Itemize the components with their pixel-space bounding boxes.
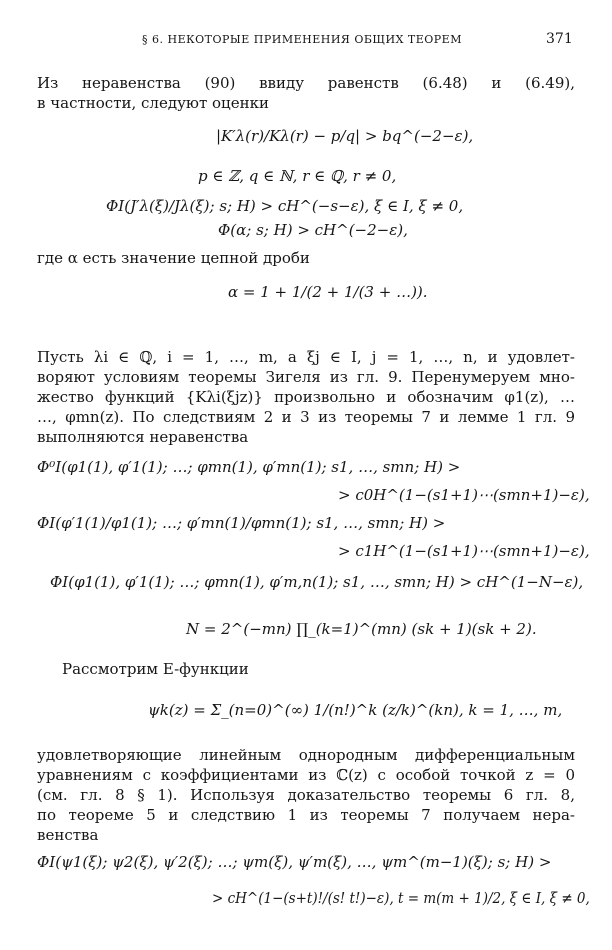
paragraph-3-line-4: …, φmn(z). По следствиям 2 и 3 из теоремы 7 и лемме 1 гл. 9: [37, 408, 575, 426]
paragraph-5-line-1: удовлетворяющие линейным однородным дифференциальным: [37, 746, 575, 764]
formula-phi-ratio-line-2: > c1H^(1−(s1+1)⋯(smn+1)−ε),: [338, 542, 590, 560]
running-title: § 6. НЕКОТОРЫЕ ПРИМЕНЕНИЯ ОБЩИХ ТЕОРЕМ: [142, 33, 462, 46]
paragraph-5-line-5: венства: [37, 826, 99, 844]
paragraph-1-line-1: Из неравенства (90) ввиду равенств (6.48) и (6.49),: [37, 74, 575, 92]
formula-phi-bessel: ΦI(J′λ(ξ)/Jλ(ξ); s; H) > cH^(−s−ε), ξ ∈ I, ξ ≠ 0,: [106, 197, 464, 215]
paragraph-3-line-3: жество функций {Kλi(ξjz)} произвольно и обозначим φ1(z), …: [37, 388, 575, 406]
formula-phi-ratio-line-1: ΦI(φ′1(1)/φ1(1); …; φ′mn(1)/φmn(1); s1, …, smn; H) >: [37, 514, 446, 532]
paragraph-3-line-5: выполняются неравенства: [37, 428, 249, 446]
formula-phi0-line-2: > c0H^(1−(s1+1)⋯(smn+1)−ε),: [338, 486, 590, 504]
formula-phi-psi-line-1: ΦI(ψ1(ξ); ψ2(ξ), ψ′2(ξ); …; ψm(ξ), ψ′m(ξ), …, ψm^(m−1)(ξ); s; H) >: [37, 853, 552, 871]
paragraph-2: где α есть значение цепной дроби: [37, 249, 310, 267]
paragraph-5-line-4: по теореме 5 и следствию 1 из теоремы 7 получаем нера-: [37, 806, 575, 824]
page-number: 371: [546, 31, 573, 47]
formula-phi0-line-1: Φ⁰I(φ1(1), φ′1(1); …; φmn(1), φ′mn(1); s1, …, smn; H) >: [37, 458, 461, 476]
paragraph-3-line-2: воряют условиям теоремы Зигеля из гл. 9. Перенумеруем мно-: [37, 368, 575, 386]
paragraph-4: Рассмотрим E-функции: [62, 660, 249, 678]
formula-psi-sum: ψk(z) = Σ_(n=0)^(∞) 1/(n!)^k (z/k)^(kn), k = 1, …, m,: [148, 701, 563, 719]
formula-conditions: p ∈ ℤ, q ∈ ℕ, r ∈ ℚ, r ≠ 0,: [198, 167, 397, 185]
formula-phi-alpha: Φ(α; s; H) > cH^(−2−ε),: [218, 221, 408, 239]
formula-inequality-kappa: |K′λ(r)/Kλ(r) − p/q| > bq^(−2−ε),: [216, 127, 474, 145]
formula-phi-psi-line-2: > cH^(1−(s+t)!/(s! t!)−ε), t = m(m + 1)/2, ξ ∈ I, ξ ≠ 0,: [212, 889, 590, 907]
paragraph-1-line-2: в частности, следуют оценки: [37, 94, 269, 112]
formula-N-product: N = 2^(−mn) ∏_(k=1)^(mn) (sk + 1)(sk + 2).: [186, 620, 537, 638]
paragraph-3-line-1: Пусть λi ∈ ℚ, i = 1, …, m, а ξj ∈ I, j = 1, …, n, и удовлет-: [37, 348, 575, 366]
paragraph-5-line-2: уравнениям с коэффициентами из ℂ(z) с особой точкой z = 0: [37, 766, 575, 784]
paragraph-5-line-3: (см. гл. 8 § 1). Используя доказательство теоремы 6 гл. 8,: [37, 786, 575, 804]
formula-phi-bound: ΦI(φ1(1), φ′1(1); …; φmn(1), φ′m,n(1); s1, …, smn; H) > cH^(1−N−ε),: [50, 573, 584, 591]
formula-continued-fraction: α = 1 + 1/(2 + 1/(3 + …)).: [228, 283, 428, 301]
